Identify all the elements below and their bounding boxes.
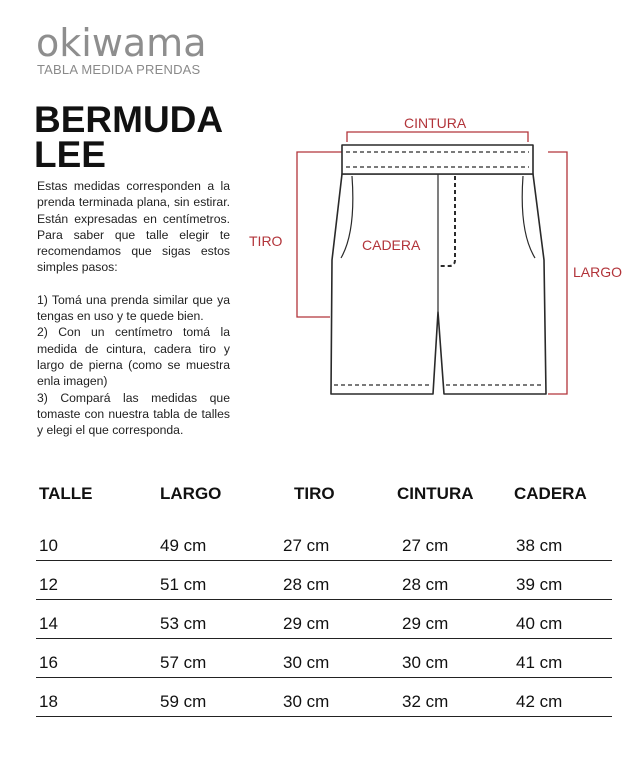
instructions-step-2: 2) Con un centímetro tomá la medida de cintura, cadera tiro y largo de pierna (como se muestra enla imagen) [37, 325, 230, 389]
cell-largo: 59 cm [160, 692, 207, 711]
size-table [36, 484, 612, 717]
header-cintura: CINTURA [397, 484, 474, 503]
cell-largo: 51 cm [160, 575, 207, 594]
table-row [36, 522, 612, 561]
cell-cadera: 42 cm [516, 692, 563, 711]
cintura-label: CINTURA [404, 115, 467, 131]
cell-cadera: 38 cm [516, 536, 563, 555]
cell-cintura: 29 cm [402, 614, 449, 633]
size-table-header [36, 484, 612, 522]
cell-largo: 53 cm [160, 614, 207, 633]
table-row [36, 678, 612, 717]
cell-cadera: 41 cm [516, 653, 563, 672]
header-tiro: TIRO [294, 484, 335, 503]
table-row [36, 561, 612, 600]
header-cadera: CADERA [514, 484, 587, 503]
instructions-step-1: 1) Tomá una prenda similar que ya tengas en uso y te quede bien. [37, 292, 230, 324]
instructions-step-3: 3) Compará las medidas que tomaste con nuestra tabla de talles y elegi el que corresponda. [37, 390, 230, 438]
cell-largo: 57 cm [160, 653, 207, 672]
cell-cadera: 39 cm [516, 575, 563, 594]
cell-largo: 49 cm [160, 536, 207, 555]
header-talle: TALLE [39, 484, 93, 503]
largo-label: LARGO [573, 264, 623, 280]
cell-talle: 10 [39, 536, 58, 555]
product-title-line2: LEE [34, 134, 106, 175]
tiro-label: TIRO [249, 233, 283, 249]
cell-cintura: 27 cm [402, 536, 449, 555]
cell-tiro: 28 cm [283, 575, 330, 594]
page-subtitle: TABLA MEDIDA PRENDAS [37, 62, 201, 77]
cell-tiro: 30 cm [283, 692, 330, 711]
table-row [36, 600, 612, 639]
cell-talle: 18 [39, 692, 58, 711]
cadera-label: CADERA [362, 237, 421, 253]
cell-cintura: 32 cm [402, 692, 449, 711]
cell-tiro: 29 cm [283, 614, 330, 633]
cell-tiro: 30 cm [283, 653, 330, 672]
cell-cadera: 40 cm [516, 614, 563, 633]
product-title [34, 99, 224, 175]
instructions [37, 178, 230, 438]
cell-talle: 16 [39, 653, 58, 672]
instructions-intro: Estas medidas corresponden a la prenda terminada plana, sin estirar. Están expresadas en centímetros. Para saber que talle elegir te recomendamos que sigas estos simples pasos: [37, 179, 230, 275]
cell-talle: 12 [39, 575, 58, 594]
table-row [36, 639, 612, 678]
product-title-line1: BERMUDA [34, 99, 224, 140]
shorts-diagram [240, 108, 630, 408]
cell-cintura: 28 cm [402, 575, 449, 594]
cintura-guide [347, 132, 528, 142]
header-largo: LARGO [160, 484, 222, 503]
brand-logo: okiwama [36, 21, 207, 65]
cell-talle: 14 [39, 614, 58, 633]
largo-guide [548, 152, 567, 394]
cell-cintura: 30 cm [402, 653, 449, 672]
waistband [342, 145, 533, 174]
cell-tiro: 27 cm [283, 536, 330, 555]
